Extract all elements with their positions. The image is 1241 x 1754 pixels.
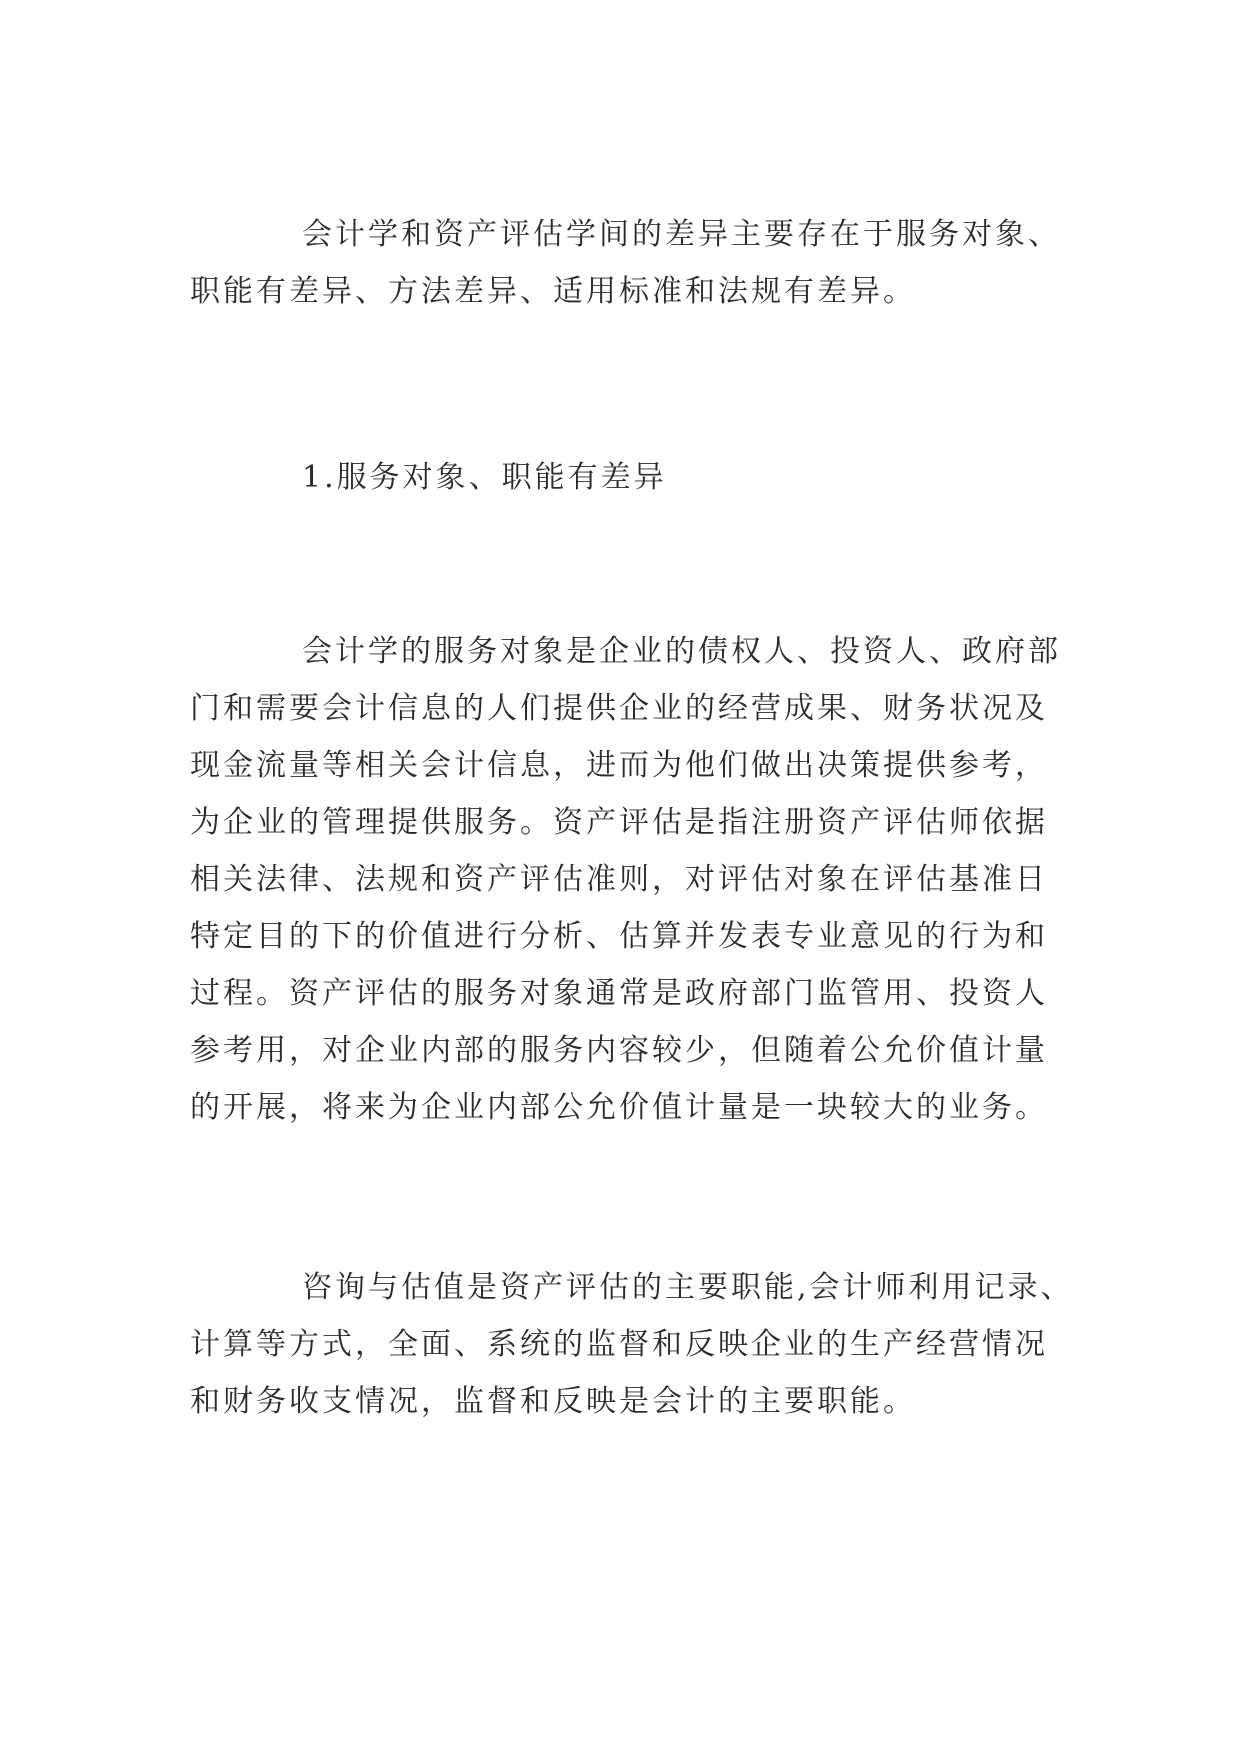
paragraph-line: 参考用，对企业内部的服务内容较少，但随着公允价值计量 — [190, 1033, 1048, 1068]
paragraph-line: 现金流量等相关会计信息，进而为他们做出决策提供参考， — [190, 748, 1048, 783]
intro-paragraph — [190, 206, 1060, 320]
paragraph-line: 相关法律、法规和资产评估准则，对评估对象在评估基准日 — [190, 862, 1048, 897]
paragraph-line: 为企业的管理提供服务。资产评估是指注册资产评估师依据 — [190, 805, 1048, 840]
service-object-paragraph — [190, 623, 1060, 1136]
paragraph-line: 的开展，将来为企业内部公允价值计量是一块较大的业务。 — [190, 1090, 1048, 1125]
paragraph-line: 过程。资产评估的服务对象通常是政府部门监管用、投资人 — [190, 976, 1048, 1011]
paragraph-line: 会计学的服务对象是企业的债权人、投资人、政府部 — [302, 634, 1061, 669]
paragraph-line: 咨询与估值是资产评估的主要职能,会计师利用记录、 — [302, 1270, 1074, 1305]
paragraph-line: 特定目的下的价值进行分析、估算并发表专业意见的行为和 — [190, 919, 1048, 954]
paragraph-line: 计算等方式，全面、系统的监督和反映企业的生产经营情况 — [190, 1327, 1048, 1362]
paragraph-line: 职能有差异、方法差异、适用标准和法规有差异。 — [190, 274, 916, 309]
function-paragraph — [190, 1259, 1074, 1430]
paragraph-line: 会计学和资产评估学间的差异主要存在于服务对象、 — [302, 217, 1061, 252]
section-heading: 1.服务对象、职能有差异 — [302, 460, 667, 495]
paragraph-line: 和财务收支情况，监督和反映是会计的主要职能。 — [190, 1384, 916, 1419]
paragraph-line: 门和需要会计信息的人们提供企业的经营成果、财务状况及 — [190, 691, 1048, 726]
